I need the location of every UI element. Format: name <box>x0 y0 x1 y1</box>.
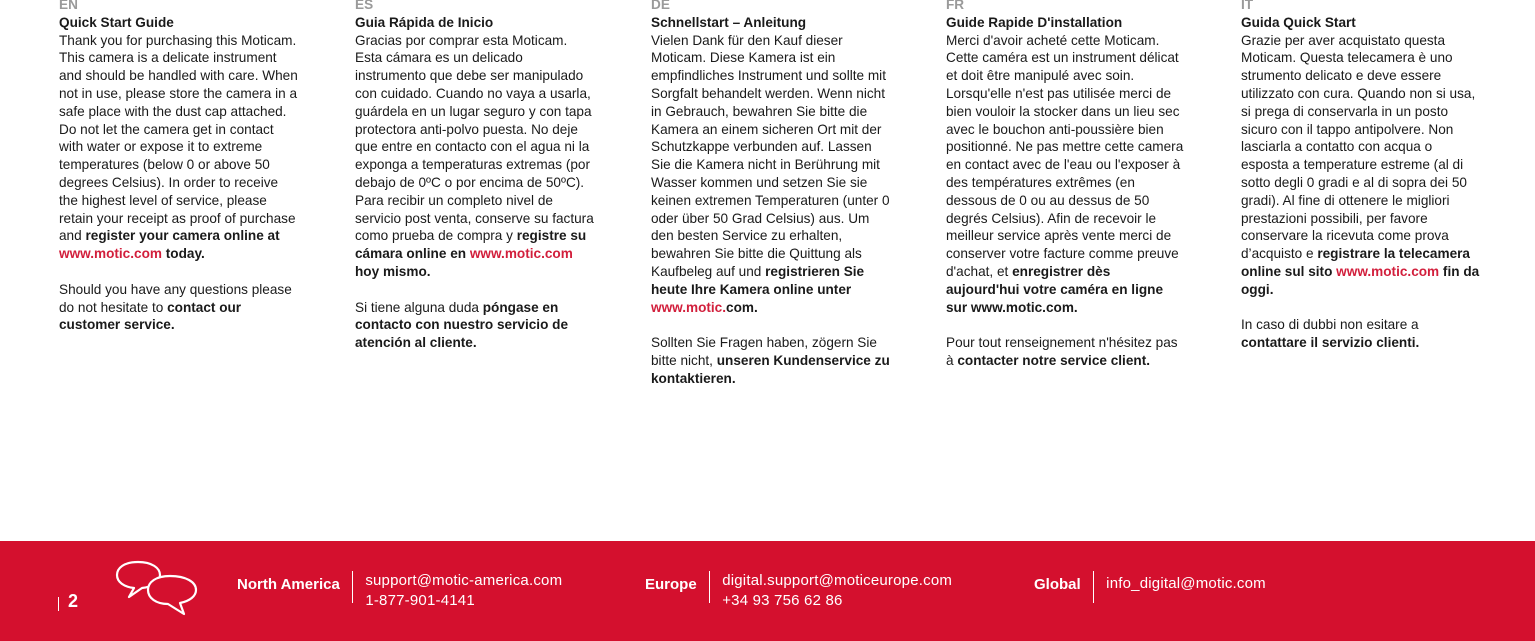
region-divider <box>1093 571 1095 603</box>
register-tail: com. <box>726 299 758 315</box>
region-divider <box>352 571 354 603</box>
region-divider <box>709 571 711 603</box>
intro-text: Grazie per aver acquistato questa Moticam. Questa telecamera è uno strumento delicato e deve essere utilizzato con cura. Quando non si usa, si prega di conservarla in un posto sicuro con il tappo antipolvere. Non lasciarla a contatto con acqua o esposta a temperature estreme (al di sotto degli 0 gradi e al di sopra dei 50 gradi). Al fine di ottenere le migliori prestazioni possibili, per favore conservare la ricevuta come prova d’acquisto e <box>1241 32 1476 262</box>
language-code: EN <box>59 0 78 12</box>
register-instruction: registre su cámara online en <box>355 228 587 262</box>
support-email[interactable]: digital.support@moticeurope.com <box>722 572 953 589</box>
register-tail: today. <box>161 246 205 262</box>
language-code: IT <box>1241 0 1254 12</box>
chat-bubbles-icon <box>114 559 200 617</box>
support-phone: 1-877-901-4141 <box>365 592 475 609</box>
page-number-divider <box>58 597 59 611</box>
register-instruction: register your camera online at <box>85 228 280 244</box>
section-title: Guide Rapide D'installation <box>946 14 1123 30</box>
language-code: DE <box>651 0 670 12</box>
contact-text: Sollten Sie Fragen haben, zögern Sie bitte nicht, <box>651 335 877 368</box>
website-link[interactable]: www.motic. <box>651 299 727 315</box>
region-contacts <box>722 571 952 611</box>
contact-service: póngase en contacto con nuestro servicio de atención al cliente. <box>355 299 569 351</box>
column-es <box>355 0 595 352</box>
intro-paragraph <box>59 32 299 263</box>
column-de <box>651 0 891 388</box>
website-link[interactable]: www.motic.com <box>59 246 162 262</box>
region-label: North America <box>237 576 340 593</box>
region-contacts <box>365 571 562 611</box>
region-europe <box>645 571 952 611</box>
intro-paragraph <box>1241 32 1481 299</box>
contact-service: contattare il servizio clienti. <box>1241 335 1420 351</box>
intro-text: Gracias por comprar esta Moticam. Esta cámara es un delicado instrumento que debe ser manipulado con cuidado. Cuando no vaya a usarla, guárdela en un lugar seguro y con tapa protectora anti-polvo puesta. No deje que entre en contacto con el agua ni la exponga a temperaturas extremas (por debajo de 0ºC o por encima de 50ºC). Para recibir un completo nivel de servicio post venta, conserve su factura como prueba de compra y <box>355 32 594 244</box>
column-en <box>59 0 299 334</box>
contact-text: Si tiene alguna duda <box>355 299 483 315</box>
region-label: Global <box>1034 576 1081 593</box>
contact-text: Pour tout renseignement n'hésitez pas à <box>946 335 1178 368</box>
support-email[interactable]: support@motic-america.com <box>365 572 563 589</box>
support-email[interactable]: info_digital@motic.com <box>1106 575 1266 592</box>
section-title: Guia Rápida de Inicio <box>355 14 494 30</box>
section-title: Guida Quick Start <box>1241 14 1356 30</box>
column-fr <box>946 0 1186 370</box>
region-global <box>1034 571 1266 603</box>
language-code: ES <box>355 0 374 12</box>
section-title: Quick Start Guide <box>59 14 174 30</box>
language-code: FR <box>946 0 965 12</box>
intro-paragraph <box>946 32 1186 317</box>
contact-text: In caso di dubbi non esitare a <box>1241 317 1419 333</box>
register-instruction: registrieren Sie heute Ihre Kamera online unter <box>651 263 865 297</box>
contact-paragraph <box>946 334 1186 370</box>
intro-text: Thank you for purchasing this Moticam. This camera is a delicate instrument and should be handled with care. When not in use, please store the camera in a safe place with the dust cap attached. Do not let the camera get in contact with water or expose it to extreme temperatures (below 0 or above 50 degrees Celsius). In order to receive the highest level of service, please retain your receipt as proof of purchase and <box>59 32 298 244</box>
page-number: 2 <box>68 591 79 611</box>
region-label: Europe <box>645 576 697 593</box>
website-link[interactable]: www.motic.com <box>1336 263 1440 279</box>
contact-text: Should you have any questions please do not hesitate to <box>59 281 292 315</box>
contact-paragraph <box>355 299 595 352</box>
contact-paragraph <box>59 281 299 334</box>
contact-paragraph <box>651 334 891 387</box>
register-instruction: enregistrer dès aujourd'hui votre caméra en ligne sur www.motic.com. <box>946 263 1164 315</box>
contact-service: contacter notre service client. <box>957 352 1150 368</box>
intro-paragraph <box>355 32 595 281</box>
contact-footer <box>0 541 1535 641</box>
column-it <box>1241 0 1481 352</box>
register-tail: fin da oggi. <box>1241 263 1480 297</box>
support-phone: +34 93 756 62 86 <box>722 592 843 609</box>
contact-service: unseren Kundenservice zu kontaktieren. <box>651 352 890 386</box>
website-link[interactable]: www.motic.com <box>469 246 573 262</box>
region-contacts <box>1106 574 1266 594</box>
intro-text: Vielen Dank für den Kauf dieser Moticam. Diese Kamera ist ein empfindliches Instrument und sollte mit Sorgfalt behandelt werden. Wenn nicht in Gebrauch, bewahren Sie bitte die Kamera an einem sicheren Ort mit der Schutzkappe verbunden auf. Lassen Sie die Kamera nicht in Berührung mit Wasser kommen und setzen Sie sie keinen extremen Temperaturen (unter 0 oder über 50 Grad Celsius) aus. Um den besten Service zu erhalten, bewahren Sie bitte die Quittung als Kaufbeleg auf und <box>651 32 890 279</box>
section-title: Schnellstart – Anleitung <box>651 14 807 30</box>
contact-paragraph <box>1241 316 1481 352</box>
register-tail: hoy mismo. <box>355 263 431 279</box>
contact-service: contact our customer service. <box>59 299 242 333</box>
intro-paragraph <box>651 32 891 317</box>
register-instruction: registrare la telecamera online sul sito <box>1241 246 1470 279</box>
intro-text: Merci d'avoir acheté cette Moticam. Cette caméra est un instrument délicat et doit être manipulé avec soin. Lorsqu'elle n'est pas utilisée merci de bien vouloir la stocker dans un lieu sec avec le bouchon anti-poussière bien positionné. Ne pas mettre cette camera en contact avec de l'eau ou l'exposer à des températures extrêmes (en dessous de 0 ou au dessus de 50 degrés Celsius). Afin de recevoir le meilleur service après vente merci de conserver votre facture comme preuve d'achat, et <box>946 32 1184 279</box>
region-north-america <box>237 571 562 611</box>
